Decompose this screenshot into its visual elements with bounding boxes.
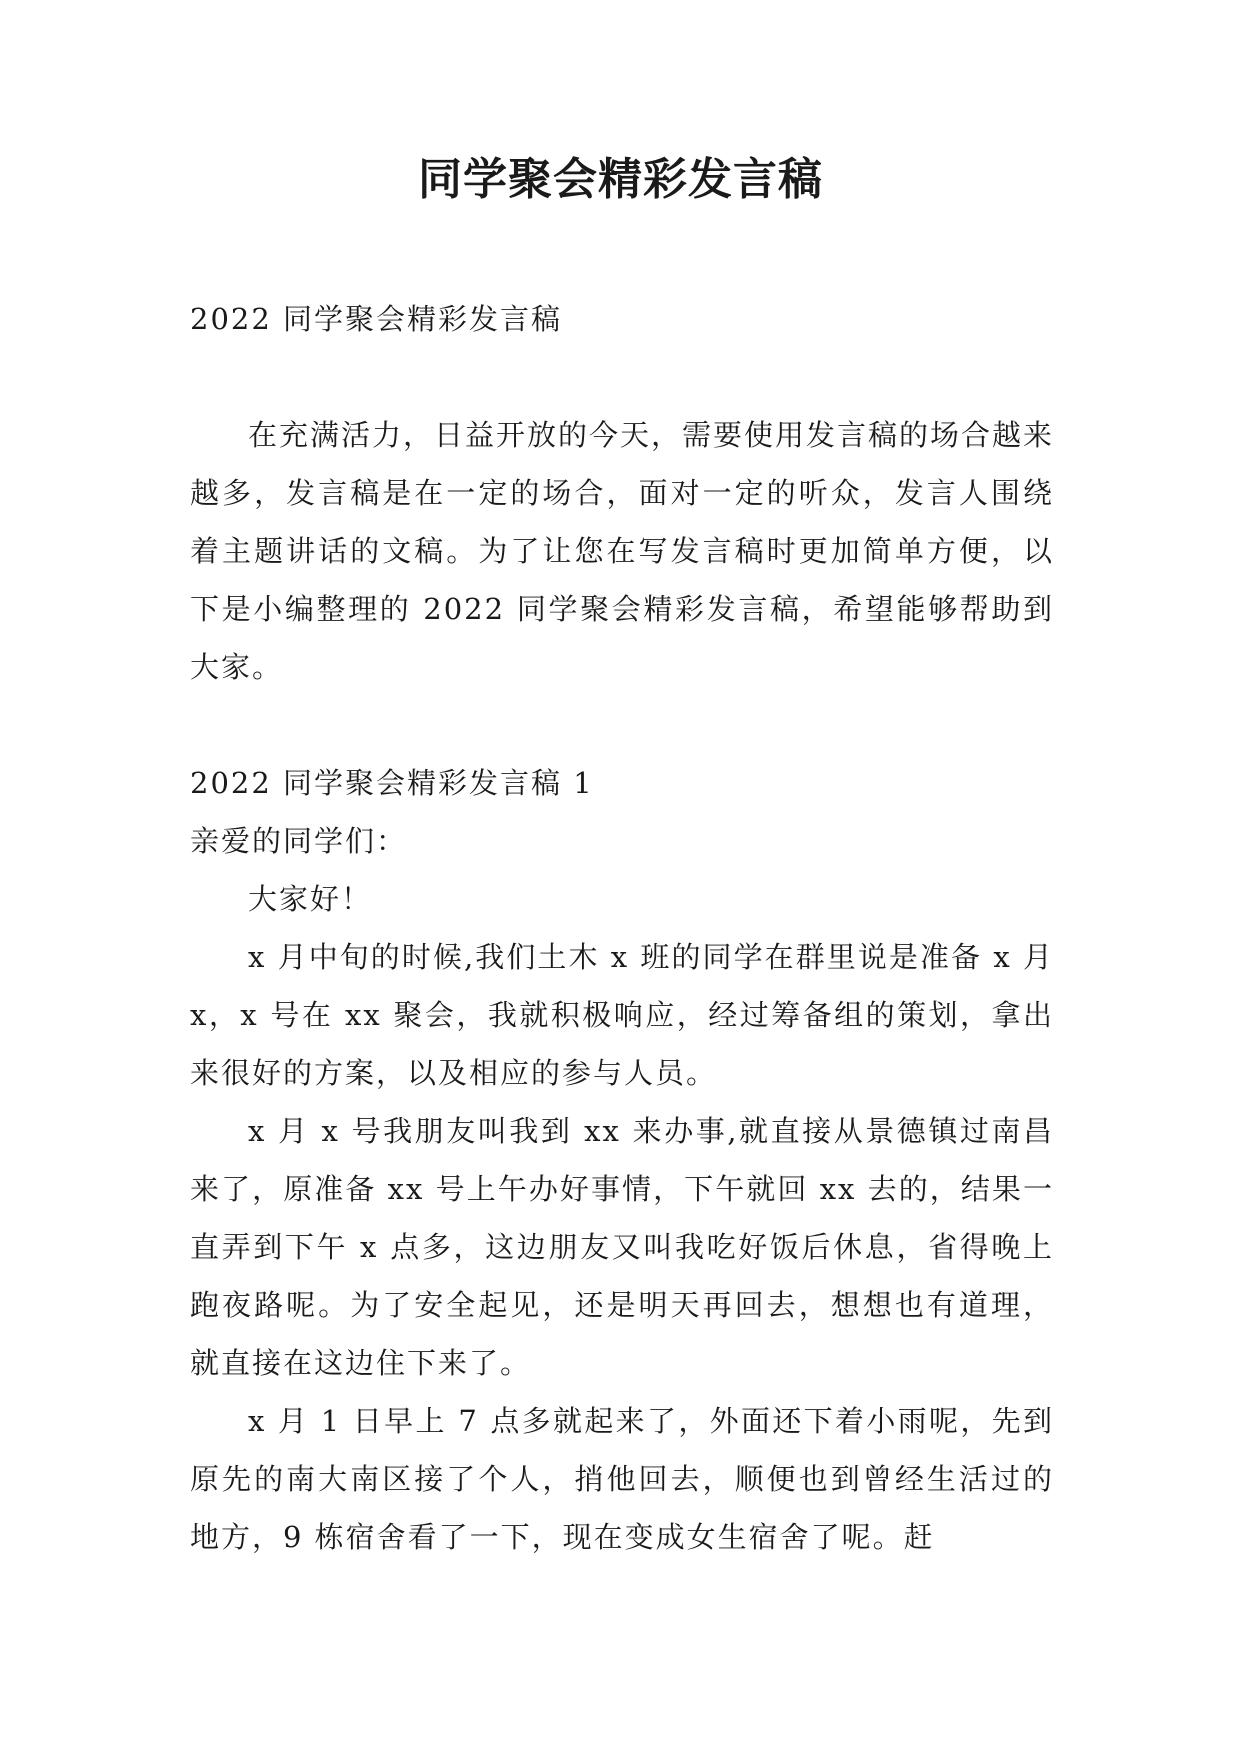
section-heading: 2022 同学聚会精彩发言稿 1	[190, 766, 594, 800]
intro-paragraph: 在充满活力，日益开放的今天，需要使用发言稿的场合越来越多，发言稿是在一定的场合，面对一定的听众，发言人围绕着主题讲话的文稿。为了让您在写发言稿时更加简单方便，以下是小编整理的 2022 同学聚会精彩发言稿，希望能够帮助到大家。	[190, 418, 1055, 684]
document-title: 同学聚会精彩发言稿	[418, 154, 823, 205]
document-subtitle: 2022 同学聚会精彩发言稿	[190, 302, 563, 336]
greeting: 大家好！	[248, 882, 373, 916]
body-paragraph-1: x 月中旬的时候,我们土木 x 班的同学在群里说是准备 x 月 x，x 号在 xx 聚会，我就积极响应，经过筹备组的策划，拿出来很好的方案，以及相应的参与人员。	[190, 940, 1054, 1090]
body-paragraph-3: x 月 1 日早上 7 点多就起来了，外面还下着小雨呢，先到原先的南大南区接了个人，捎他回去，顺便也到曾经生活过的地方，9 栋宿舍看了一下，现在变成女生宿舍了呢。赶	[190, 1404, 1054, 1554]
salutation: 亲爱的同学们：	[190, 824, 408, 858]
document-body	[190, 290, 1054, 1566]
body-paragraph-2: x 月 x 号我朋友叫我到 xx 来办事,就直接从景德镇过南昌来了，原准备 xx 号上午办好事情，下午就回 xx 去的，结果一直弄到下午 x 点多，这边朋友又叫我吃好饭后休息，省得晚上跑夜路呢。为了安全起见，还是明天再回去，想想也有道理，就直接在这边住下来了。	[190, 1114, 1054, 1380]
